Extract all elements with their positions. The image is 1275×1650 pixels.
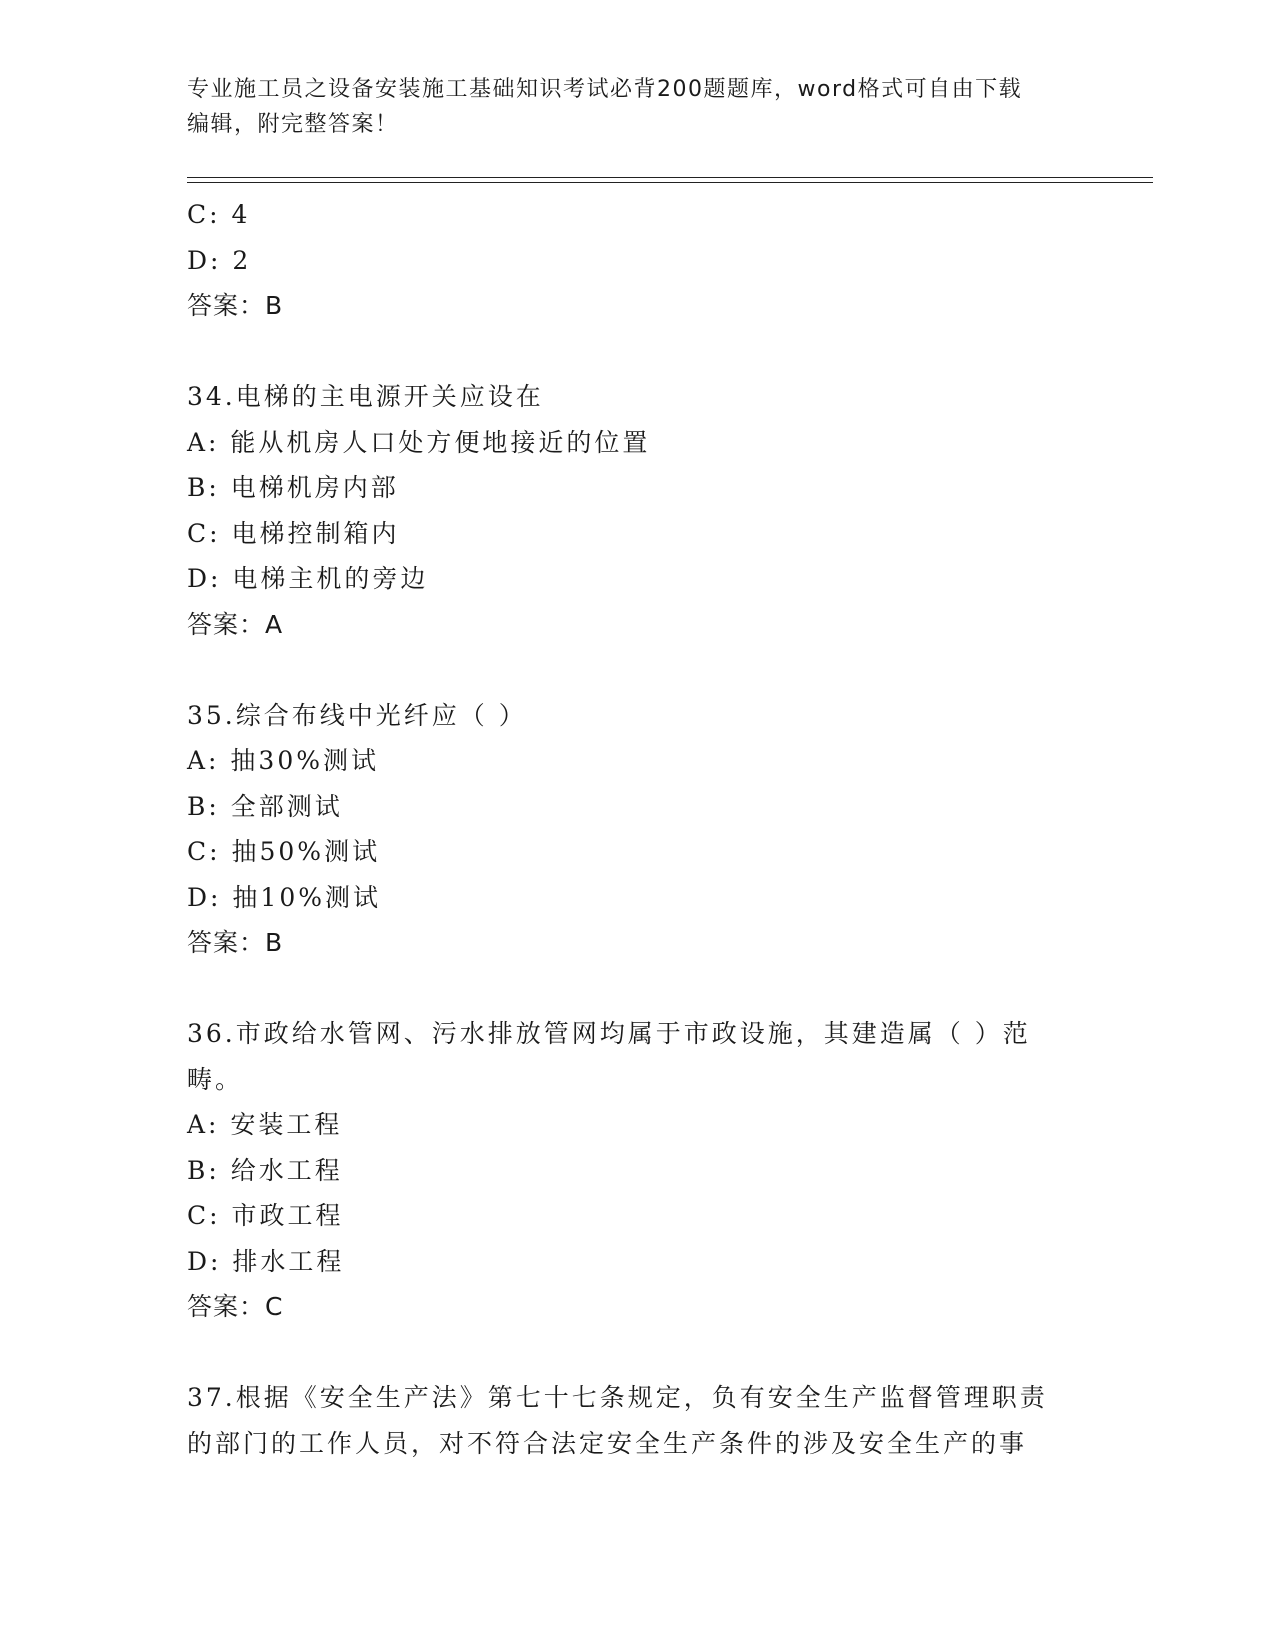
option-c: C: 4	[187, 200, 251, 229]
spacer	[187, 966, 1087, 1012]
question-text-line-2: 的部门的工作人员，对不符合法定安全生产条件的涉及安全生产的事	[187, 1428, 1028, 1458]
question-35	[187, 693, 1087, 966]
option-d: D: 抽10%测试	[187, 882, 381, 912]
option-c: C: 抽50%测试	[187, 837, 381, 866]
option-c: C: 电梯控制箱内	[187, 518, 400, 548]
spacer	[187, 647, 1087, 693]
question-text: 34.电梯的主电源开关应设在	[187, 382, 544, 411]
option-d: D: 2	[187, 245, 252, 275]
header-divider-bottom	[187, 182, 1153, 183]
document-header	[187, 72, 1087, 142]
question-37	[187, 1375, 1087, 1466]
question-list	[187, 192, 1087, 1466]
header-divider-top	[187, 177, 1153, 178]
option-d: D: 电梯主机的旁边	[187, 564, 429, 593]
question-36	[187, 1011, 1087, 1330]
answer-label: 答案：A	[187, 609, 284, 639]
spacer	[187, 1330, 1087, 1376]
header-title-line-2: 编辑，附完整答案！	[187, 112, 399, 137]
option-b: B: 全部测试	[187, 791, 343, 821]
option-b: B: 给水工程	[187, 1155, 343, 1185]
option-d: D: 排水工程	[187, 1246, 345, 1276]
question-34	[187, 374, 1087, 647]
option-a: A: 安装工程	[187, 1110, 343, 1139]
answer-label: 答案：B	[187, 928, 284, 957]
question-text: 35.综合布线中光纤应（ ）	[187, 700, 527, 730]
option-c: C: 市政工程	[187, 1201, 344, 1230]
answer-label: 答案：C	[187, 1292, 284, 1321]
previous-question-tail	[187, 192, 1087, 329]
spacer	[187, 329, 1087, 375]
question-text-line-2: 畴。	[187, 1064, 244, 1094]
option-b: B: 电梯机房内部	[187, 473, 399, 502]
question-text-line-1: 36.市政给水管网、污水排放管网均属于市政设施，其建造属（ ）范	[187, 1019, 1031, 1048]
question-text-line-1: 37.根据《安全生产法》第七十七条规定，负有安全生产监督管理职责	[187, 1383, 1048, 1412]
option-a: A: 抽30%测试	[187, 746, 379, 775]
answer-label: 答案：B	[187, 291, 284, 320]
option-a: A: 能从机房人口处方便地接近的位置	[187, 427, 651, 457]
header-title-line-1: 专业施工员之设备安装施工基础知识考试必背200题题库，word格式可自由下载	[187, 77, 1023, 102]
